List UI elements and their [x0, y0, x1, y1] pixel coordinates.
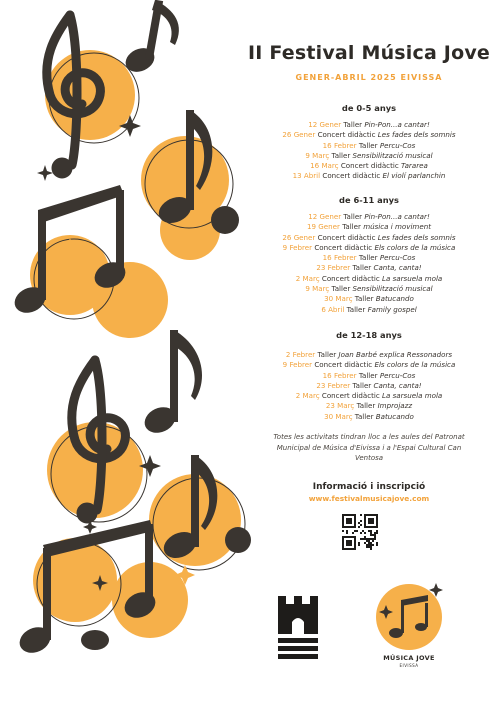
- event-kind: Taller: [331, 284, 351, 294]
- event-kind: Taller: [343, 212, 363, 221]
- event-kind: Taller: [343, 120, 363, 129]
- event-title: Sensibilització musical: [352, 284, 433, 294]
- event-date: 9 Febrer: [282, 360, 313, 370]
- festival-title: II Festival Música Jove: [247, 42, 491, 64]
- event-title: Canta, canta!: [373, 263, 422, 273]
- logo-text: MÚSICA JOVE: [383, 654, 435, 662]
- schedule-item: [238, 171, 500, 181]
- event-date: 23 Febrer: [316, 263, 351, 273]
- event-kind: Concert didàctic: [314, 360, 373, 370]
- section-heading-6-11: de 6-11 anys: [339, 195, 399, 205]
- event-kind: Taller: [352, 263, 372, 273]
- logo-subtext: EIVISSA: [399, 663, 419, 668]
- event-date: 2 Febrer: [285, 350, 316, 359]
- festival-subtitle: GENER-ABRIL 2025 EIVISSA: [295, 73, 443, 82]
- event-kind: Concert didàctic: [321, 391, 380, 401]
- schedule-item: [238, 253, 500, 263]
- event-kind: Taller: [331, 150, 351, 160]
- event-title: Joan Barbé explica Ressonadors: [338, 350, 453, 359]
- program-column: [238, 0, 500, 707]
- schedule-item: [238, 274, 500, 284]
- event-title: Sensibilització musical: [352, 150, 433, 160]
- venue-note: Totes les activitats tindran lloc a les aules del Patronat Municipal de Música d'Eivissa i a l'Espai Cultural Can Ventosa: [273, 433, 465, 463]
- event-title: Els colors de la música: [374, 360, 456, 370]
- schedule-item: [238, 305, 500, 315]
- event-title: Batucando: [375, 294, 414, 304]
- schedule-item: [238, 391, 500, 401]
- event-date: 6 Abril: [321, 304, 345, 314]
- info-heading: Informació i inscripció: [312, 482, 426, 492]
- castle-emblem: [274, 596, 322, 662]
- event-title: Percu-Cos: [379, 253, 416, 263]
- event-title: El violí parlanchin: [382, 171, 446, 181]
- event-date: 9 Març: [305, 284, 330, 294]
- schedule-item: [238, 401, 500, 411]
- event-kind: Taller: [346, 304, 366, 314]
- event-kind: Taller: [358, 370, 378, 380]
- event-title: Batucando: [375, 411, 414, 421]
- schedule-item: [238, 151, 500, 161]
- event-kind: Taller: [342, 222, 361, 232]
- qr-code[interactable]: [342, 514, 378, 550]
- event-date: 19 Gener: [307, 222, 340, 232]
- event-kind: Taller: [356, 401, 376, 411]
- event-title: Family gospel: [367, 304, 417, 314]
- event-date: 2 Març: [295, 391, 320, 401]
- schedule-item: [238, 371, 500, 381]
- event-date: 12 Gener: [308, 212, 342, 221]
- event-date: 9 Març: [305, 150, 330, 160]
- event-kind: Taller: [352, 380, 372, 390]
- schedule-item: [238, 141, 500, 151]
- event-title: Les fades dels somnis: [377, 232, 456, 242]
- event-date: 13 Abril: [292, 171, 321, 181]
- event-date: 16 Febrer: [322, 140, 357, 150]
- schedule-item: [238, 412, 500, 422]
- schedule-item: [238, 263, 500, 273]
- schedule-item: [238, 222, 500, 232]
- schedule-item: [238, 233, 500, 243]
- schedule-item: [238, 243, 500, 253]
- event-title: Percu-Cos: [379, 370, 416, 380]
- event-kind: Taller: [354, 411, 374, 421]
- schedule-item: [238, 381, 500, 391]
- event-title: Tararea: [401, 161, 428, 171]
- event-date: 16 Febrer: [322, 370, 357, 380]
- event-kind: Taller: [317, 350, 337, 359]
- event-title: música i moviment: [363, 222, 431, 232]
- schedule-item: [238, 284, 500, 294]
- event-title: Els colors de la música: [374, 242, 456, 252]
- section-heading-12-18: de 12-18 anys: [336, 330, 402, 340]
- schedule-item: [238, 360, 500, 370]
- event-date: 23 Febrer: [316, 380, 351, 390]
- schedule-item: [238, 120, 500, 130]
- website-link[interactable]: www.festivalmusicajove.com: [308, 494, 430, 503]
- event-date: 26 Gener: [282, 232, 316, 242]
- schedule-item: [238, 212, 500, 222]
- event-kind: Concert didàctic: [317, 130, 376, 140]
- event-kind: Taller: [358, 140, 378, 150]
- schedule-item: [238, 294, 500, 304]
- section-heading-0-5: de 0-5 anys: [341, 103, 397, 113]
- event-title: Pin-Pon...a cantar!: [364, 212, 430, 221]
- event-date: 30 Març: [324, 294, 353, 304]
- event-title: Canta, canta!: [373, 380, 422, 390]
- event-kind: Concert didàctic: [317, 232, 376, 242]
- event-date: 2 Març: [295, 273, 320, 283]
- event-title: Pin-Pon...a cantar!: [364, 120, 430, 129]
- event-title: La sarsuela mola: [382, 391, 443, 401]
- event-date: 26 Gener: [282, 130, 316, 140]
- event-date: 16 Febrer: [322, 253, 357, 263]
- event-date: 23 Març: [325, 401, 355, 411]
- event-kind: Concert didàctic: [340, 161, 399, 171]
- event-date: 16 Març: [310, 161, 339, 171]
- event-title: Percu-Cos: [379, 140, 416, 150]
- event-kind: Concert didàctic: [322, 171, 381, 181]
- event-title: Les fades dels somnis: [377, 130, 456, 140]
- event-kind: Concert didàctic: [314, 242, 373, 252]
- eighth-note-icon: [122, 0, 179, 76]
- event-kind: Taller: [354, 294, 374, 304]
- schedule-list-12-18: [238, 350, 500, 422]
- event-date: 12 Gener: [308, 120, 342, 129]
- schedule-item: [238, 130, 500, 140]
- event-date: 30 Març: [324, 411, 353, 421]
- event-kind: Taller: [358, 253, 378, 263]
- event-title: La sarsuela mola: [382, 273, 443, 283]
- eighth-note-icon: [140, 330, 202, 438]
- event-kind: Concert didàctic: [321, 273, 380, 283]
- event-date: 9 Febrer: [282, 242, 313, 252]
- schedule-list-0-5: [238, 120, 500, 182]
- schedule-item: [238, 161, 500, 171]
- event-title: Improjazz: [377, 401, 413, 411]
- schedule-item: [238, 350, 500, 360]
- schedule-list-6-11: [238, 212, 500, 315]
